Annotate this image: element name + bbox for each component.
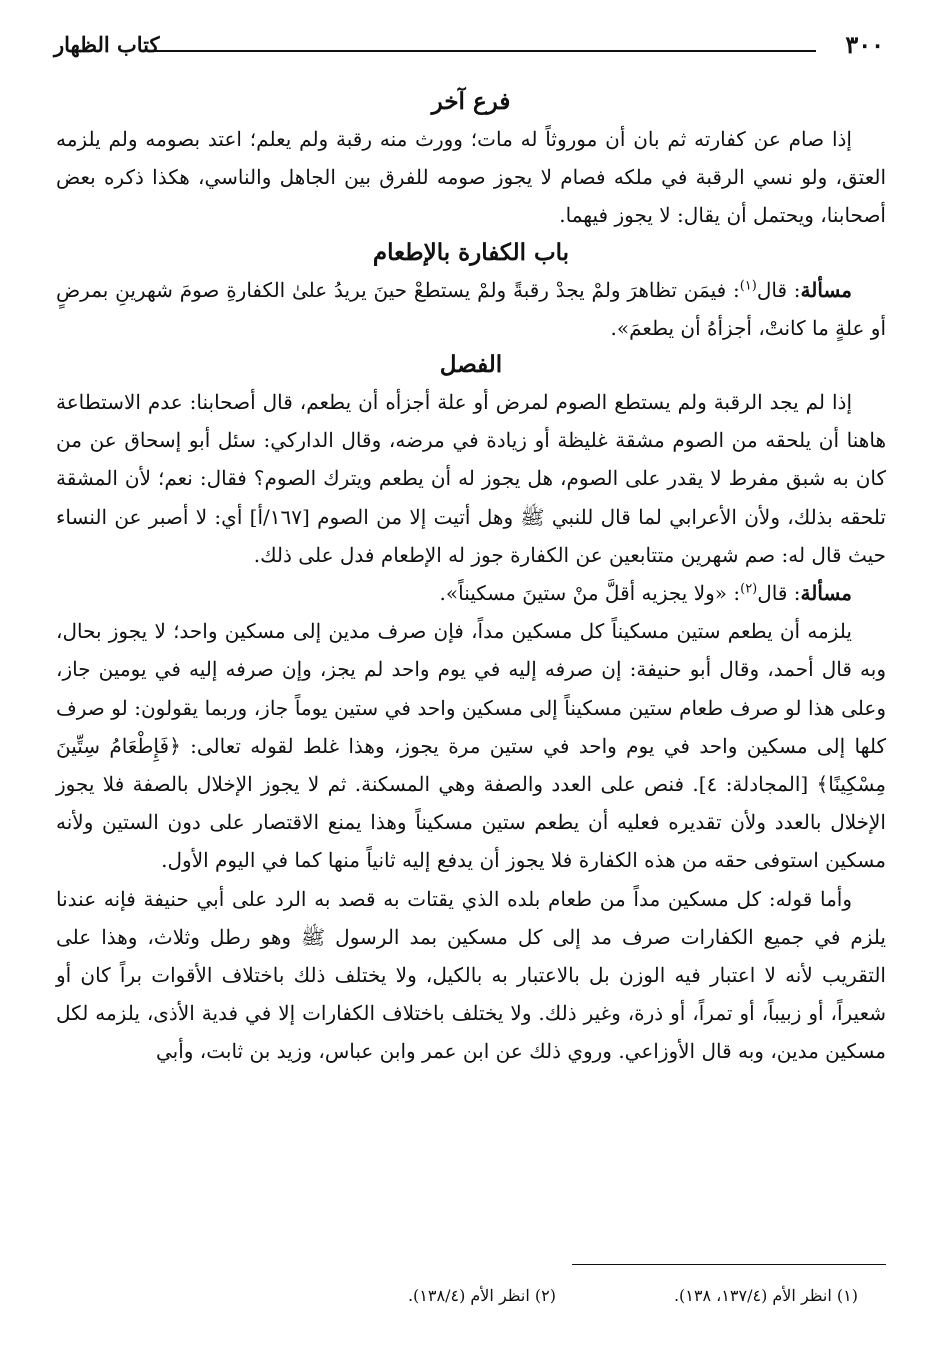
masala-text: : «ولا يجزيه أقلَّ منْ ستينَ مسكيناً». [439,581,741,606]
footnote-rule [572,1264,886,1265]
page-number: ٣٠٠ [845,30,884,59]
masala-label: مسألة [800,581,852,606]
paragraph-istitaa: إذا لم يجد الرقبة ولم يستطع الصوم لمرض أو علة أجزأه أن يطعم، قال أصحابنا: عدم الاستطاعة هاهنا أن يلحقه من الصوم مشقة غليظة أو زيادة في مرضه، وقال الداركي: سئل أبو إسحاق عن من كان به شبق مفرط لا يقدر على الصوم، هل يجوز له أن يطعم ويترك الصوم؟ فقال: نعم؛ لأن المشقة تلحقه بذلك، ولأن الأعرابي لما قال للنبي ﷺ وهل أتيت إلا من الصوم [١٦٧/أ] أي: لا أصبر عن النساء حيث قال له: صم شهرين متتابعين عن الكفارة جوز له الإطعام فدل على ذلك. [56,390,886,567]
page-body [56,84,886,1071]
footnote-text: انظر الأم (١٣٧/٤، ١٣٨). [673,1286,832,1305]
section-heading-fasl: الفصل [439,351,503,379]
masala-intro: : قال [756,277,801,302]
page-header [54,28,884,64]
paragraph-kaffara-fasting: إذا صام عن كفارته ثم بان أن موروثاً له مات؛ وورث منه رقبة ولم يعلم؛ اعتد بصومه ولم يلزمه العتق، ولو نسي الرقبة في ملكه فصام لا يجوز صومه للفرق بين الجاهل والناسي، هكذا ذكره بعض أصحابنا، ويحتمل أن يقال: لا يجوز فيهما. [56,127,886,228]
masala-text: : فيمَن تظاهرَ ولمْ يجدْ رقبةً ولمْ يستطعْ حينَ يريدُ علىٰ الكفارةِ صومَ شهرينِ بمرضٍ أو علةٍ ما كانتْ، أجزأهُ أن يطعمَ». [56,277,886,340]
masala-1 [56,271,886,347]
footnote-2 [408,1283,556,1309]
running-title: كتاب الظهار [54,32,160,57]
header-rule [154,50,816,52]
footnote-1 [674,1283,858,1309]
footnote-mark: (٢) [534,1286,556,1305]
chapter-heading-kaffara-itaam: باب الكفارة بالإطعام [372,238,570,266]
masala-label: مسألة [800,277,853,302]
paragraph-mudd-measure: وأما قوله: كل مسكين مداً من طعام بلده الذي يقتات به قصد به الرد على أبي حنيفة فإنه عندنا يلزم في جميع الكفارات صرف مد إلى كل مسكين بمد الرسول ﷺ وهو رطل وثلاث، وهذا على التقريب لأنه لا اعتبار فيه الوزن بل بالاعتبار به بالكيل، ولا يختلف ذلك باختلاف الأقوات براً كان أو شعيراً، أو زبيباً، أو تمراً، أو ذرة، وغير ذلك. ولا يختلف باختلاف الكفارات إلا في فدية الأذى، يلزمه لكل مسكين مدين، وبه قال الأوزاعي. وروي ذلك عن ابن عمر وابن عباس، وزيد بن ثابت، وأبي [56,886,886,1064]
footnote-ref-2: (٢) [740,581,758,597]
masala-intro: : قال [757,581,801,606]
paragraph-sixty-poor: يلزمه أن يطعم ستين مسكيناً كل مسكين مداً، فإن صرف مدين إلى مسكين واحد؛ لا يجوز بحال، وبه قال أحمد، وقال أبو حنيفة: إن صرفه إليه في يوم واحد لم يجز، وإن صرفه إليه في يومين جاز، وعلى هذا لو صرف طعام ستين مسكيناً إلى مسكين واحد في ستين يوماً جاز، وربما يقولون: لو صرف كلها إلى مسكين واحد في يوم واحد في ستين مرة يجوز، وهذا غلط لقوله تعالى: ﴿فَإِطْعَامُ سِتِّينَ مِسْكِينًا﴾ [المجادلة: ٤]. فنص على العدد والصفة وهي المسكنة. ثم لا يجوز الإخلال بالصفة فلا يجوز الإخلال بالعدد ولأن تقديره فعليه أن يطعم ستين مسكيناً وهذا يمنع الاقتصار على دون الستين ولأنه مسكين استوفى حقه من هذه الكفارة فلا يجوز أن يدفع إليه ثانياً منها كما في اليوم الأول. [56,619,886,873]
footnote-mark: (١) [836,1286,858,1305]
section-heading-far-akhar: فرع آخر [431,88,511,115]
footnote-text: انظر الأم (١٣٨/٤). [407,1286,530,1305]
footnote-ref-1: (١) [739,277,757,293]
masala-2 [56,574,886,612]
